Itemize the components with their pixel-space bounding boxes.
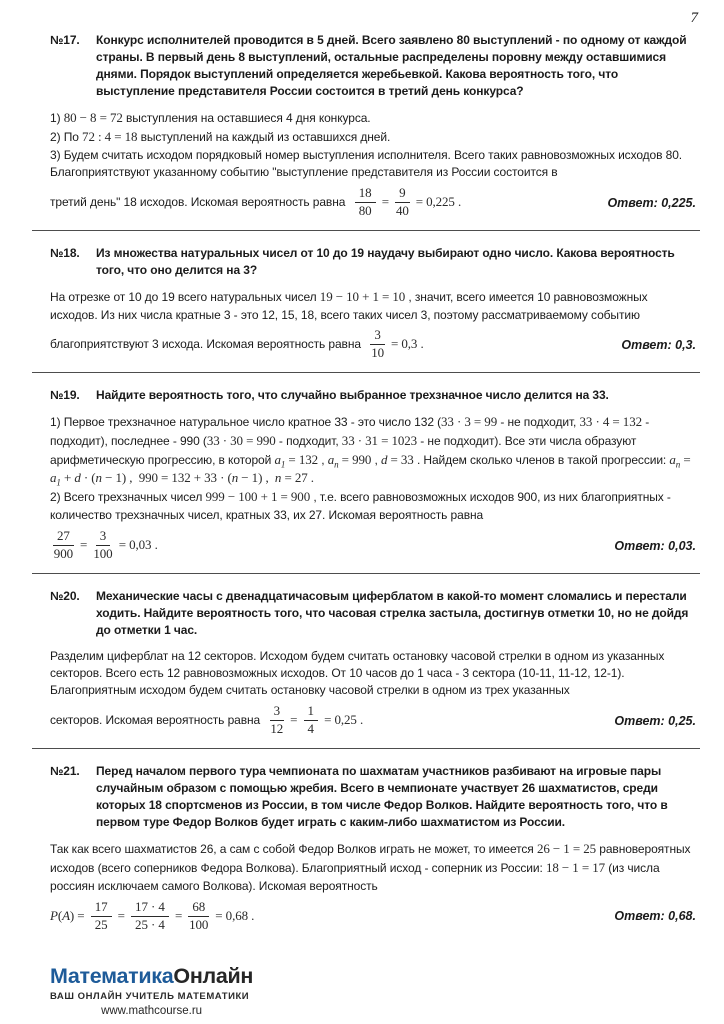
solution-text: 1) [50, 111, 64, 126]
answer-label: Ответ: 0,03. [614, 538, 696, 553]
math-expression: 33 · 31 = 1023 [341, 432, 418, 448]
solution-text: - не подходит). Все эти числа образуют арифметическую прогрессию, в которой [50, 433, 637, 467]
solution-text: благоприятствуют 3 исхода. Искомая вероятность равна [50, 337, 368, 352]
solution-final-line [50, 702, 696, 740]
solution-text: , т.е. всего равновозможных исходов 900, из них благоприятных - количество трехзначных чисел, кратных 33, их 27. Искомая вероятность равна [50, 490, 671, 523]
logo-text-primary: Математика [50, 964, 174, 988]
fraction: $\frac{17 \cdot 4}{25 \cdot 4}$ [131, 900, 169, 933]
solution-paragraph [50, 840, 696, 895]
math-expression: = 990 [338, 451, 372, 467]
section-divider [32, 748, 700, 749]
problem-number: №17. [50, 33, 80, 47]
solution-text: Разделим циферблат на 12 секторов. Исходом будем считать остановку часовой стрелки в одном из указанных секторов. Всего есть 12 равновозможных исходов. От 10 часов до 1 часа - 3 сектора (10-11, 11-12, 12-1). Благоприятным исходом будем считать остановку часовой стрелки в одном из трех указанных [50, 648, 665, 698]
solution-text: 2) По [50, 129, 83, 144]
solution-text: 2) Всего трехзначных чисел [50, 490, 206, 505]
math-expression: = [286, 712, 301, 728]
solution-text: третий день" 18 исходов. Искомая вероятность равна [50, 194, 352, 209]
solution-paragraph [50, 413, 696, 488]
problem-number: №20. [50, 588, 80, 603]
math-expression: $a_1$ [274, 451, 286, 470]
solution-text: - подходит), последнее - 990 ( [50, 414, 650, 448]
math-expression: = 33 [387, 451, 414, 467]
problem-header [50, 32, 696, 100]
problem-number: №19. [50, 387, 80, 402]
solution-final-line [50, 897, 696, 935]
solution-text: , значит, всего имеется 10 равновозможных исходов. Из них числа кратные 3 - это 12, 15, 18, всего таких чисел 3, поэтому рассматриваемому событию [50, 289, 648, 322]
answer-label: Ответ: 0,25. [614, 713, 696, 728]
section-divider [32, 372, 700, 373]
solution-text: Так как всего шахматистов 26, а сам с собой Федор Волков играть не может, то имеется [50, 841, 537, 856]
fraction: $\frac{18}{80}$ [355, 186, 376, 219]
solution-paragraph [50, 128, 696, 147]
solution-text: выступления на оставшиеся 4 дня конкурса. [122, 111, 371, 126]
math-expression: n [274, 470, 282, 486]
solution-formula [50, 900, 254, 933]
math-expression: P [50, 907, 58, 923]
solution-text: (из числа россиян исключаем самого Волкова). Искомая вероятность [50, 860, 660, 893]
math-expression: = [76, 537, 91, 553]
logo-block [50, 965, 253, 1017]
problem-header [50, 245, 696, 279]
problem-block [50, 32, 696, 231]
math-expression: = 0,3 . [387, 336, 424, 352]
answer-label: Ответ: 0,3. [621, 337, 696, 352]
math-expression: n [231, 470, 239, 486]
logo-tagline: ВАШ ОНЛАЙН УЧИТЕЛЬ МАТЕМАТИКИ [50, 990, 250, 1002]
fraction: $\frac{27}{900}$ [53, 528, 73, 562]
math-expression: = 132 [285, 451, 319, 467]
math-expression: 33 · 3 = 99 [441, 413, 498, 429]
problem-statement: Перед началом первого тура чемпионата по шахматам участников разбивают на игровые пары случайным образом с помощью жребия. Всего в чемпионате участвует 26 шахматистов, среди которых 18 спортсменов из России, в том числе Федор Волков. Найдите вероятность того, что в первом туре Федор Волков будет играть с каким-либо шахматистом из России. [96, 763, 668, 829]
fraction: $\frac{9}{40}$ [395, 185, 409, 219]
math-expression: + [60, 470, 75, 486]
solution-paragraph [50, 147, 696, 182]
math-expression: = [171, 907, 186, 923]
solution-text: , [318, 452, 328, 467]
math-expression: 18 − 1 = 17 [545, 859, 606, 875]
solution-text: 3) Будем считать исходом порядковый номер выступления исполнителя. Всего таких равновозможных исходов 80. Благоприятствуют указанному событию "выступление представителя из России состоится в [50, 147, 683, 180]
problem-number: №21. [50, 763, 80, 778]
fraction: $\frac{68}{100}$ [189, 898, 209, 932]
math-expression: = 27 . [281, 470, 314, 486]
problem-block [50, 763, 696, 935]
solution-text: равновероятных исходов (всего соперников Федора Волкова). Благоприятный исход - соперник из России: [50, 841, 691, 875]
problem-block [50, 245, 696, 373]
section-divider [32, 573, 700, 574]
solution-paragraph [50, 488, 696, 524]
math-expression: $a_n$ [327, 451, 339, 470]
solution-text: - подходит, [275, 433, 342, 448]
math-expression: 999 − 100 + 1 = 900 [205, 489, 311, 505]
math-expression: $a_n$ [669, 451, 681, 470]
math-expression: = [680, 451, 694, 467]
math-expression: d [74, 470, 81, 486]
footer [50, 965, 696, 1019]
math-expression: − 1) , 990 = 132 + 33 · ( [101, 470, 232, 486]
section-divider [32, 230, 700, 231]
math-expression: n [95, 470, 102, 486]
solution-text: . Найдем сколько членов в такой прогрессии: [413, 452, 670, 467]
answer-label: Ответ: 0,225. [607, 195, 696, 210]
problem-statement: Конкурс исполнителей проводится в 5 дней. Всего заявлено 80 выступлений - по одному от каждой страны. В первый день 8 выступлений, остальные распределены поровну между оставшимися днями. Порядок выступлений определяется жеребьевкой. Какова вероятность того, что выступление представителя России состоится в третий день конкурса? [96, 33, 687, 99]
solution-final-line [50, 527, 696, 565]
fraction: $\frac{3}{12}$ [270, 703, 284, 737]
problem-number: №18. [50, 245, 80, 260]
problem-solution [50, 840, 696, 895]
math-expression: = 0,68 . [212, 907, 255, 923]
math-expression: − 1) , [238, 470, 275, 486]
math-expression: = 0,225 . [412, 194, 462, 210]
problem-block [50, 588, 696, 749]
problems-container [50, 32, 696, 935]
logo [50, 965, 253, 989]
math-expression: · ( [80, 470, 96, 486]
solution-text: На отрезке от 10 до 19 всего натуральных чисел [50, 289, 320, 304]
math-expression: = 0,25 . [320, 712, 364, 728]
math-expression: 80 − 8 = 72 [63, 110, 123, 126]
logo-url: www.mathcourse.ru [101, 1004, 203, 1017]
math-expression: 19 − 10 + 1 = 10 [319, 288, 406, 304]
math-expression: = [114, 907, 129, 923]
problem-solution [50, 648, 696, 700]
solution-text: - не подходит, [497, 414, 580, 429]
math-expression: 33 · 30 = 990 [206, 432, 276, 448]
solution-formula [50, 704, 363, 737]
problem-solution [50, 288, 696, 324]
problem-header [50, 588, 696, 639]
fraction: $\frac{3}{10}$ [371, 327, 385, 361]
solution-paragraph [50, 648, 696, 700]
math-expression: A [62, 907, 70, 923]
problem-block [50, 387, 696, 574]
problem-solution [50, 109, 696, 181]
math-expression: = 0,03 . [115, 537, 158, 553]
fraction: $\frac{3}{100}$ [93, 528, 113, 562]
logo-text-secondary: Онлайн [173, 964, 254, 988]
math-expression: 33 · 4 = 132 [579, 413, 642, 429]
solution-formula [50, 328, 424, 361]
math-expression: 72 : 4 = 18 [82, 128, 138, 144]
solution-final-line [50, 326, 696, 364]
fraction: $\frac{17}{25}$ [91, 900, 112, 933]
problem-header [50, 763, 696, 831]
solution-text: секторов. Искомая вероятность равна [50, 713, 267, 728]
page-number: 7 [690, 10, 698, 26]
solution-final-line [50, 184, 696, 222]
solution-formula [50, 186, 461, 219]
problem-statement: Механические часы с двенадцатичасовым циферблатом в какой-то момент сломались и перестали ходить. Найдите вероятность того, что часовая стрелка застыла, достигнув отметки 10, но не дойдя до отметки 1 час. [96, 588, 689, 637]
solution-text: выступлений на каждый из оставшихся дней. [137, 129, 391, 144]
math-expression: = [378, 194, 393, 210]
solution-paragraph [50, 288, 696, 324]
math-expression: $a_1$ [50, 470, 61, 489]
solution-text: , [371, 452, 381, 467]
solution-text: 1) Первое трехзначное натуральное число кратное 33 - это число 132 ( [50, 414, 442, 429]
solution-formula [50, 529, 158, 562]
math-expression: d [380, 451, 388, 467]
problem-header [50, 387, 696, 404]
problem-solution [50, 413, 696, 525]
problem-statement: Из множества натуральных чисел от 10 до 19 наудачу выбирают одно число. Какова вероятность того, что оно делится на 3? [96, 245, 675, 277]
math-expression: 26 − 1 = 25 [536, 840, 597, 856]
math-expression: ) = [69, 907, 88, 923]
problem-statement: Найдите вероятность того, что случайно выбранное трехзначное число делится на 33. [96, 387, 609, 402]
solution-paragraph [50, 109, 696, 128]
fraction: $\frac{1}{4}$ [304, 704, 318, 737]
math-expression: ( [57, 907, 63, 923]
answer-label: Ответ: 0,68. [614, 909, 696, 923]
